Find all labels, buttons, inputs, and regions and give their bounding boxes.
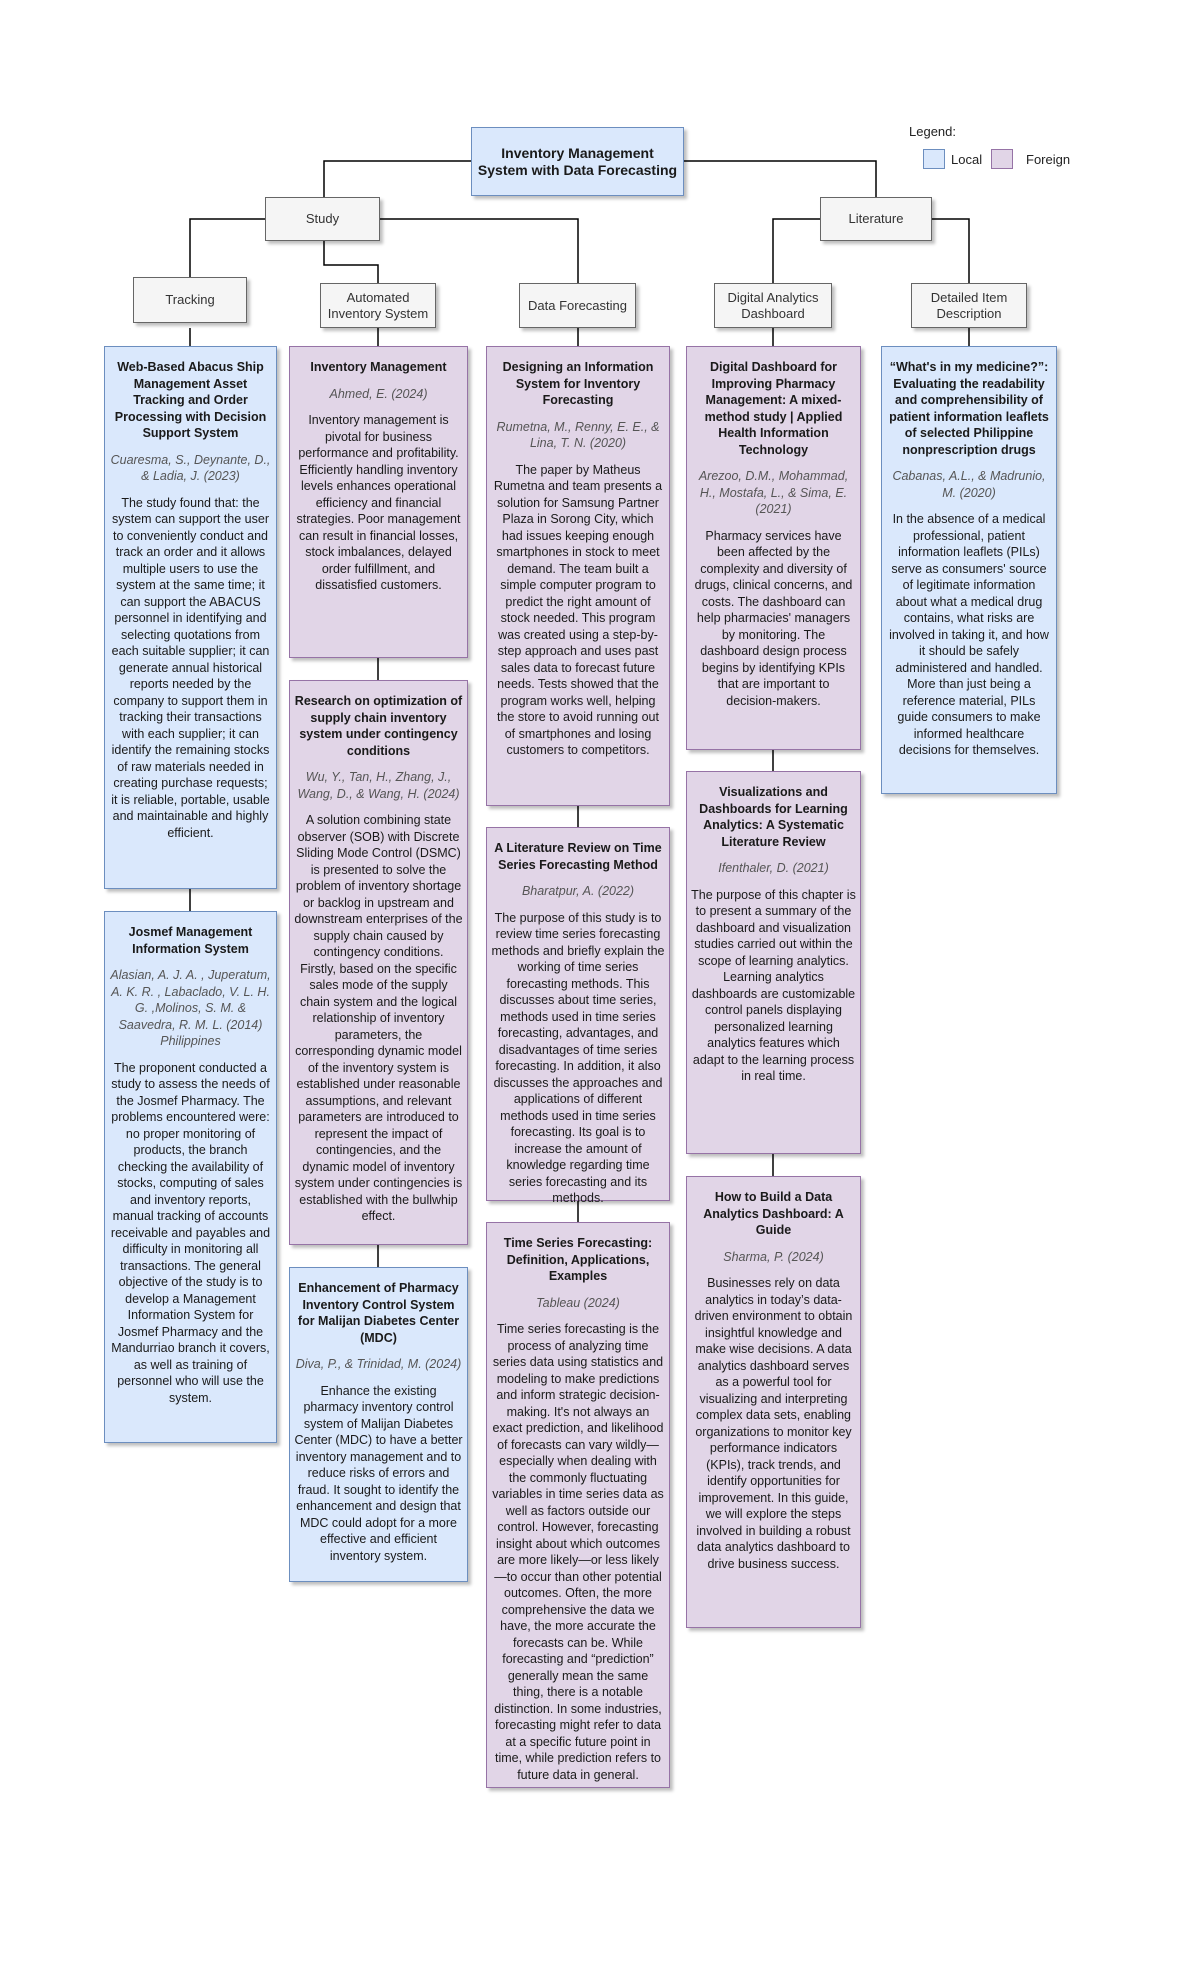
card-authors: Ahmed, E. (2024): [329, 386, 428, 401]
card-authors: Arezoo, D.M., Mohammad, H., Mostafa, L., & Sima, E. (2021): [698, 469, 849, 516]
branch-detailed-label: Detailed Item Description: [930, 289, 1008, 321]
card-body: The proponent conducted a study to assess the needs of the Josmef Pharmacy. The problems encountered were: no proper monitoring of products, the branch checking the availability of stocks, computing of sales and inventory reports, manual tracking of accounts receivable and payables and difficulty in monitoring all transactions. The general objective of the study is to develop a Management Information System for Josmef Pharmacy and the Mandurriao branch it covers, as well as training of personnel who will use the system.: [110, 1060, 271, 1405]
card-title: How to Build a Data Analytics Dashboard: A Guide: [703, 1190, 844, 1237]
card-body: Pharmacy services have been affected by the complexity and diversity of drugs, clinical concerns, and costs. The dashboard can help pharmacies' managers by monitoring. The dashboard design process begins by identifying KPIs that are important to decision-makers.: [694, 528, 853, 708]
card-body: A solution combining state observer (SOB) with Discrete Sliding Mode Control (DSMC) is presented to solve the problem of inventory shortage or backlog in upstream and downstream enterprises of the supply chain caused by contingency conditions. Firstly, based on the specific sales mode of the supply chain system and the logical relationship of inventory parameters, the corresponding dynamic model of the inventory system is established under reasonable assumptions, and relevant parameters are introduced to represent the impact of contingencies, and the dynamic model of inventory system under contingencies is established with the bullwhip effect.: [294, 813, 463, 1223]
card-abacus: [104, 346, 277, 889]
card-title: Enhancement of Pharmacy Inventory Control System for Malijan Diabetes Center (MDC): [297, 1281, 460, 1345]
card-body: Enhance the existing pharmacy inventory control system of Malijan Diabetes Center (MDC) to have a better inventory management and to reduce risks of errors and fraud. It sought to identify the enhancement and design that MDC could adopt for a more effective and efficient inventory system.: [294, 1383, 463, 1563]
card-authors: Alasian, A. J. A. , Juperatum, A. K. R. , Labaclado, V. L. H. G. ,Molinos, S. M. & Saavedra, R. M. L. (2014) Philippines: [110, 968, 271, 1048]
card-body: In the absence of a medical professional, patient information leaflets (PILs) serve as consumers' source of legitimate information about what a medical drug contains, what risks are involved in taking it, and how it should be safely administered and handled. More than just being a reference material, PILs guide consumers to make informed healthcare decisions for themselves.: [889, 512, 1049, 757]
card-inventory-management: [289, 346, 468, 658]
legend-foreign-label: Foreign: [1026, 152, 1071, 167]
card-supply-chain: [289, 680, 468, 1245]
card-title: Josmef Management Information System: [128, 925, 253, 956]
card-title: Visualizations and Dashboards for Learning Analytics: A Systematic Literature Review: [699, 785, 848, 849]
card-body: The purpose of this chapter is to present a summary of the dashboard and visualization studies carried out within the scope of learning analytics. Learning analytics dashboards are customizable control panels displaying personalized learning analytics features which adapt to the learning process in real time.: [691, 887, 856, 1083]
legend-local-label: Local: [951, 152, 983, 167]
legend-foreign-swatch: [991, 149, 1013, 169]
card-medicine-leaflets: [881, 346, 1057, 794]
card-title: Inventory Management: [310, 360, 447, 374]
card-authors: Diva, P., & Trinidad, M. (2024): [295, 1357, 462, 1371]
card-title: Digital Dashboard for Improving Pharmacy Management: A mixed-method study | Applied Health Information Technology: [704, 360, 843, 457]
branch-literature-label: Literature: [848, 211, 904, 226]
card-literature-review: [486, 827, 670, 1205]
card-body: The paper by Matheus Rumetna and team presents a solution for Samsung Partner Plaza in Sorong City, which had issues keeping enough smartphones in stock to meet demand. The team built a simple computer program to predict the right amount of stock needed. This program was created using a step-by-step approach and uses past sales data to forecast future needs. Tests showed that the program works well, helping the store to avoid running out of smartphones and losing customers to competitors.: [493, 462, 663, 757]
root-label: Inventory Management System with Data Forecasting: [477, 144, 678, 178]
legend-local-swatch: [923, 149, 945, 169]
card-authors: Rumetna, M., Renny, E. E., & Lina, T. N. (2020): [496, 419, 660, 450]
card-time-series: [486, 1222, 670, 1788]
card-body: The purpose of this study is to review time series forecasting methods and briefly explain the working of time series forecasting methods. This discusses about time series, methods used in time series forecasting, advantages, and disadvantages of time series forecasting. In addition, it also discusses the approaches and applications of different methods used in time series forecasting. Its goal is to increase the amount of knowledge regarding time series forecasting and its methods.: [491, 910, 665, 1205]
card-title: Designing an Information System for Inventory Forecasting: [502, 360, 654, 407]
card-title: “What's in my medicine?”: Evaluating the readability and comprehensibility of patient information leaflets of selected Philippine nonprescription drugs: [889, 360, 1049, 457]
card-title: Research on optimization of supply chain inventory system under contingency conditions: [294, 694, 463, 758]
branch-study-label: Study: [305, 211, 340, 226]
card-body: Inventory management is pivotal for business performance and profitability. Efficiently handling inventory levels enhances operational efficiency and financial strategies. Poor management can result in financial losses, stock imbalances, delayed order fulfillment, and dissatisfied customers.: [296, 413, 461, 592]
card-authors: Cuaresma, S., Deynante, D., & Ladia, J. (2023): [110, 452, 271, 483]
card-pharmacy-dashboard: [686, 346, 861, 750]
branch-digital: [714, 283, 832, 328]
legend-title: Legend:: [909, 124, 956, 139]
card-designing: [486, 346, 670, 806]
card-dashboard-guide: [686, 1176, 861, 1628]
card-title: A Literature Review on Time Series Forecasting Method: [494, 841, 662, 872]
card-authors: Sharma, P. (2024): [723, 1249, 824, 1264]
card-visualizations: [686, 771, 861, 1154]
branch-digital-label: Digital Analytics Dashboard: [727, 289, 819, 321]
branch-automated: [320, 283, 436, 328]
card-authors: Bharatpur, A. (2022): [521, 884, 635, 898]
card-body: The study found that: the system can support the user to conveniently conduct and track an order and it allows multiple users to use the system at the same time; it can support the ABACUS personnel in identifying and selecting quotations from each suitable supplier; it can generate annual historical reports needed by the company to support them in tracking their transactions with each supplier; it can identify the remaining stocks of raw materials needed in creating purchase requests; it is reliable, portable, usable and maintainable and highly efficient.: [111, 495, 270, 840]
branch-study: [265, 197, 380, 241]
card-title: Web-Based Abacus Ship Management Asset Tracking and Order Processing with Decision Support System: [114, 360, 267, 440]
card-malijan: [289, 1267, 468, 1582]
card-authors: Tableau (2024): [536, 1295, 620, 1310]
branch-tracking-label: Tracking: [165, 292, 215, 307]
card-title: Time Series Forecasting: Definition, Applications, Examples: [503, 1236, 653, 1283]
branch-literature: [820, 197, 932, 241]
branch-detailed: [911, 283, 1027, 328]
branch-forecasting-label: Data Forecasting: [528, 297, 627, 313]
card-authors: Cabanas, A.L., & Madrunio, M. (2020): [892, 469, 1046, 500]
card-body: Businesses rely on data analytics in today’s data-driven environment to obtain insightful knowledge and make wise decisions. A data analytics dashboard serves as a powerful tool for visualizing and interpreting complex data sets, enabling organizations to monitor key performance indicators (KPIs), track trends, and identify opportunities for improvement. In this guide, we will explore the steps involved in building a robust data analytics dashboard to drive business success.: [694, 1276, 853, 1571]
card-josmef: [104, 911, 277, 1443]
branch-tracking: [133, 277, 247, 323]
card-authors: Wu, Y., Tan, H., Zhang, J., Wang, D., & Wang, H. (2024): [297, 770, 460, 801]
branch-automated-label: Automated Inventory System: [327, 289, 429, 321]
card-body: Time series forecasting is the process of analyzing time series data using statistics and modeling to make predictions and inform strategic decision-making. It's not always an exact prediction, and likelihood of forecasts can vary wildly—especially when dealing with the commonly fluctuating variables in time series data as well as factors outside our control. However, forecasting insight about which outcomes are more likely—or less likely—to occur than other potential outcomes. Often, the more comprehensive the data we have, the more accurate the forecasts can be. While forecasting and “prediction” generally mean the same thing, there is a notable distinction. In some industries, forecasting might refer to data at a specific future point in time, while prediction refers to future data in general.: [492, 1322, 664, 1782]
root-node: [471, 127, 684, 196]
branch-forecasting: [519, 283, 636, 328]
card-authors: Ifenthaler, D. (2021): [718, 861, 829, 875]
